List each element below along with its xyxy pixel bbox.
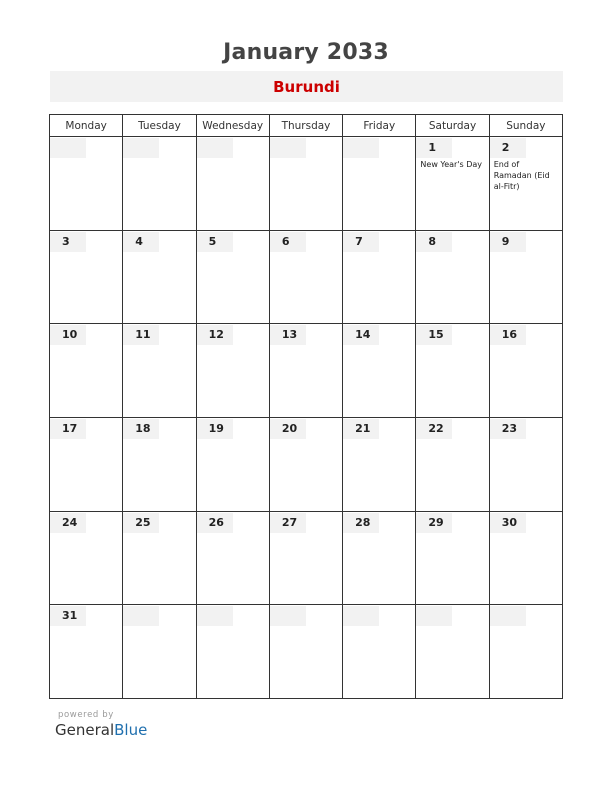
day-number: 22 <box>416 419 452 439</box>
day-cell <box>269 137 342 231</box>
day-number: 3 <box>50 232 86 252</box>
day-cell <box>123 605 196 699</box>
day-cell <box>196 324 269 418</box>
day-number <box>490 606 526 626</box>
week-row <box>50 324 563 418</box>
day-number <box>123 138 159 158</box>
country-name: Burundi <box>273 78 340 96</box>
day-cell <box>50 137 123 231</box>
day-cell <box>416 511 489 605</box>
day-cell <box>343 230 416 324</box>
calendar-title: January 2033 <box>223 40 389 65</box>
day-number <box>343 138 379 158</box>
day-number: 5 <box>197 232 233 252</box>
day-cell <box>196 511 269 605</box>
day-cell <box>416 137 489 231</box>
week-row <box>50 230 563 324</box>
brand-blue: Blue <box>114 721 148 739</box>
day-number: 7 <box>343 232 379 252</box>
day-cell <box>50 417 123 511</box>
day-cell <box>489 324 562 418</box>
weekday-header: Sunday <box>489 115 562 137</box>
day-number: 10 <box>50 325 86 345</box>
day-number: 18 <box>123 419 159 439</box>
week-row <box>50 511 563 605</box>
day-cell <box>50 605 123 699</box>
day-cell <box>489 511 562 605</box>
day-number: 24 <box>50 513 86 533</box>
day-cell <box>196 417 269 511</box>
day-cell <box>123 230 196 324</box>
day-number: 19 <box>197 419 233 439</box>
day-number <box>50 138 86 158</box>
day-cell <box>269 417 342 511</box>
day-cell <box>50 230 123 324</box>
day-number: 17 <box>50 419 86 439</box>
weekday-header-row <box>50 115 563 137</box>
day-cell <box>269 605 342 699</box>
week-row <box>50 137 563 231</box>
day-number: 9 <box>490 232 526 252</box>
weekday-header: Wednesday <box>196 115 269 137</box>
generalblue-logo <box>55 721 147 739</box>
day-cell <box>416 324 489 418</box>
day-number: 30 <box>490 513 526 533</box>
day-number: 8 <box>416 232 452 252</box>
weekday-header: Tuesday <box>123 115 196 137</box>
month-calendar <box>49 114 563 699</box>
day-number <box>197 606 233 626</box>
day-cell <box>343 605 416 699</box>
day-number <box>270 606 306 626</box>
weekday-header: Thursday <box>269 115 342 137</box>
day-cell <box>196 137 269 231</box>
day-cell <box>196 230 269 324</box>
day-cell <box>123 137 196 231</box>
day-cell <box>416 417 489 511</box>
day-cell <box>416 230 489 324</box>
day-cell <box>343 137 416 231</box>
day-cell <box>489 417 562 511</box>
country-banner <box>50 71 563 102</box>
weekday-header: Friday <box>343 115 416 137</box>
day-number: 27 <box>270 513 306 533</box>
day-cell <box>123 417 196 511</box>
day-number <box>416 606 452 626</box>
brand-general: General <box>55 721 115 739</box>
day-number: 26 <box>197 513 233 533</box>
day-cell <box>196 605 269 699</box>
day-number: 4 <box>123 232 159 252</box>
day-number: 21 <box>343 419 379 439</box>
day-cell <box>489 230 562 324</box>
day-number: 31 <box>50 606 86 626</box>
day-number: 23 <box>490 419 526 439</box>
day-number: 11 <box>123 325 159 345</box>
day-number: 20 <box>270 419 306 439</box>
weekday-header: Saturday <box>416 115 489 137</box>
day-number: 28 <box>343 513 379 533</box>
day-number: 16 <box>490 325 526 345</box>
day-cell <box>269 230 342 324</box>
day-number <box>343 606 379 626</box>
day-cell <box>343 511 416 605</box>
day-cell <box>489 605 562 699</box>
day-number: 2 <box>490 138 526 158</box>
day-number: 15 <box>416 325 452 345</box>
holiday-label: End of Ramadan (Eid al-Fitr) <box>493 160 550 191</box>
day-cell <box>343 417 416 511</box>
day-cell <box>50 324 123 418</box>
day-number <box>197 138 233 158</box>
holiday-label: New Year's Day <box>420 160 483 169</box>
week-row <box>50 417 563 511</box>
day-cell <box>416 605 489 699</box>
week-row <box>50 605 563 699</box>
day-number: 29 <box>416 513 452 533</box>
day-cell <box>50 511 123 605</box>
day-number <box>270 138 306 158</box>
day-number: 25 <box>123 513 159 533</box>
day-cell <box>269 511 342 605</box>
powered-by-label: powered by <box>58 710 114 720</box>
weekday-header: Monday <box>50 115 123 137</box>
day-number <box>123 606 159 626</box>
day-cell <box>123 511 196 605</box>
day-number: 1 <box>416 138 452 158</box>
day-cell <box>123 324 196 418</box>
day-number: 12 <box>197 325 233 345</box>
day-cell <box>269 324 342 418</box>
day-number: 14 <box>343 325 379 345</box>
day-number: 13 <box>270 325 306 345</box>
day-cell <box>489 137 562 231</box>
day-number: 6 <box>270 232 306 252</box>
day-cell <box>343 324 416 418</box>
